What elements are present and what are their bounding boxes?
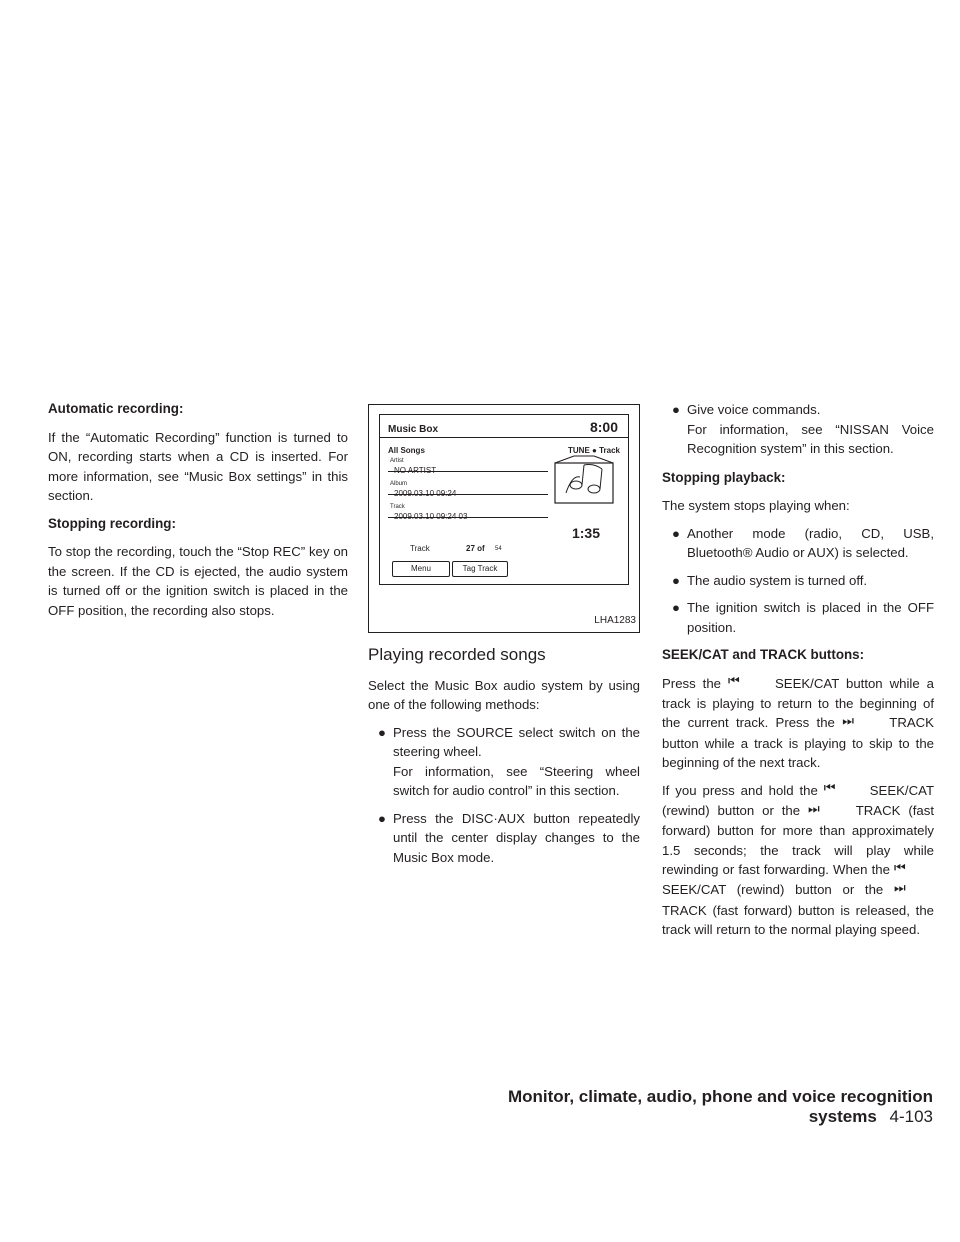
playing-intro: Select the Music Box audio system by using one of the following methods: [368, 677, 640, 712]
track-field-label: Track [390, 504, 405, 510]
footer-section-title: Monitor, climate, audio, phone and voice recognition systems [507, 1087, 933, 1126]
music-box-screen [379, 414, 629, 585]
screen-title: Music Box [388, 424, 439, 435]
playing-methods-list [368, 723, 640, 868]
seek-previous-icon: ⏮ [728, 673, 740, 689]
automatic-recording-text: If the “Automatic Recording” function is turned to ON, recording starts when a CD is inserted. For more information, see “Music Box settings” in this section. [48, 429, 348, 503]
right-column [662, 400, 934, 948]
list-item [662, 598, 934, 637]
menu-button[interactable]: Menu [392, 561, 450, 577]
voice-list [662, 400, 934, 459]
seek-text-part: TRACK button while a track is playing to skip to the beginning of the next track. [662, 715, 934, 771]
seek-text-part: TRACK (fast forward) button for more than approximately 1.5 seconds; the track will play while rewinding or fast forwarding. When the [662, 802, 934, 878]
method-source-subtext: For information, see “Steering wheel switch for audio control” in this section. [393, 763, 640, 798]
screen-clock: 8:00 [589, 419, 618, 435]
automatic-recording-heading: Automatic recording: [48, 401, 184, 416]
album-value: 2009.03.10 09:24 [394, 489, 457, 498]
artist-label: Artist [390, 458, 404, 464]
bullet-icon: ● [672, 572, 680, 588]
stopping-recording-text: To stop the recording, touch the “Stop REC” key on the screen. If the CD is ejected, the audio system is turned off or the ignition switch is placed in the OFF position, the recording also stops. [48, 544, 348, 618]
tune-label: TUNE [568, 446, 590, 455]
seek-text-part: SEEK/CAT (rewind) button or the [662, 782, 934, 818]
seek-track-paragraph-1 [662, 674, 934, 773]
bullet-icon: ● [672, 402, 680, 417]
seek-text-part: SEEK/CAT button while a track is playing to return to the beginning of the current track. Press the [662, 675, 934, 731]
bullet-icon: ● [378, 810, 386, 826]
seek-text-part: If you press and hold the [662, 782, 818, 798]
voice-command-subtext: For information, see “NISSAN Voice Recognition system” in this section. [687, 421, 934, 456]
page-footer [463, 1087, 933, 1127]
middle-column [368, 404, 640, 875]
track-next-icon: ⏭ [842, 713, 855, 729]
track-next-icon: ⏭ [894, 880, 906, 896]
list-item [368, 809, 640, 868]
list-item [662, 571, 934, 591]
track-counter-number: 27 of [466, 544, 485, 553]
playing-recorded-songs-heading: Playing recorded songs [368, 645, 546, 664]
album-field [388, 483, 548, 498]
music-notes-icon [554, 455, 616, 505]
stop-ignition-text: The ignition switch is placed in the OFF position. [687, 600, 934, 635]
seek-track-heading: SEEK/CAT and TRACK buttons: [662, 647, 865, 662]
playlist-label: All Songs [388, 446, 425, 455]
list-item [662, 400, 934, 459]
stop-mode-text: Another mode (radio, CD, USB, Bluetooth® Audio or AUX) is selected. [687, 525, 934, 560]
stopping-recording-heading: Stopping recording: [48, 515, 176, 531]
figure-id: LHA1283 [594, 614, 636, 626]
stopping-playback-list [662, 524, 934, 638]
seek-text-part: SEEK/CAT (rewind) button or the [662, 882, 884, 898]
page-number: 4-103 [889, 1107, 933, 1126]
bullet-icon: ● [672, 600, 680, 615]
method-source-text: Press the SOURCE select switch on the steering wheel. [393, 724, 640, 759]
seek-previous-icon: ⏮ [894, 859, 906, 875]
tag-track-button[interactable]: Tag Track [452, 561, 508, 577]
track-value: 2009.03.10 09:24 03 [394, 512, 468, 521]
method-disc-aux-text: Press the DISC·AUX button repeatedly until the center display changes to the Music Box mode. [393, 810, 640, 865]
list-item [368, 723, 640, 801]
music-box-figure [368, 404, 640, 633]
album-label: Album [390, 481, 408, 487]
elapsed-time: 1:35 [571, 525, 600, 541]
track-counter-label: Track [410, 544, 430, 553]
stopping-playback-intro: The system stops playing when: [662, 498, 850, 513]
bullet-icon: ● [672, 525, 680, 541]
seek-previous-icon: ⏮ [823, 780, 836, 796]
seek-text-part: TRACK (fast forward) button is released, the track will return to the normal playing speed. [662, 902, 934, 938]
track-field [388, 506, 548, 521]
stopping-playback-heading: Stopping playback: [662, 469, 786, 485]
voice-command-text: Give voice commands. [687, 402, 821, 417]
artist-field [388, 460, 548, 475]
track-counter-total: 54 [495, 546, 502, 552]
tune-knob-icon: ● [592, 446, 597, 455]
left-column [48, 399, 348, 628]
stop-off-text: The audio system is turned off. [687, 572, 868, 588]
screen-header [380, 415, 628, 438]
tune-track-label: Track [599, 446, 620, 455]
bullet-icon: ● [378, 724, 386, 740]
artist-value: NO ARTIST [394, 466, 437, 475]
list-item [662, 524, 934, 563]
seek-text-part: Press the [662, 675, 722, 691]
track-next-icon: ⏭ [808, 800, 820, 816]
seek-track-paragraph-2 [662, 781, 934, 940]
